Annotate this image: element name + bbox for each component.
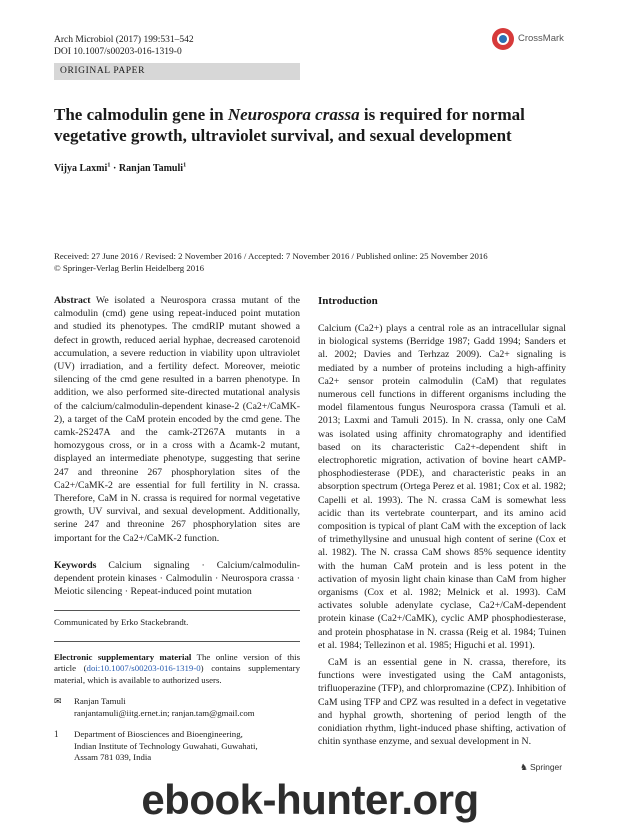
keywords-text: Calcium signaling · Calcium/calmodulin-dependent protein kinases · Calmodulin · Neurospora crassa · Meiotic silencing · Repeat-induced point mutation xyxy=(54,559,300,598)
author-list: Vijya Laxmi$^1$ · Ranjan Tamuli$^1$ xyxy=(54,161,187,174)
article-doi: DOI 10.1007/s00203-016-1319-0 xyxy=(54,47,182,57)
springer-horse-icon: ♞ xyxy=(520,762,530,772)
supplementary-note: Electronic supplementary material The online version of this article (doi:10.1007/s00203-016-1319-0) contains supplementary material, which is available to authorized users. xyxy=(54,651,300,685)
section-heading: Introduction xyxy=(318,295,378,307)
corresponding-author xyxy=(54,696,300,719)
author-name[interactable]: Vijya Laxmi xyxy=(54,163,108,174)
springer-logo: ♞ Springer xyxy=(520,762,563,772)
section-badge: ORIGINAL PAPER xyxy=(54,63,300,80)
left-column xyxy=(54,294,300,764)
divider xyxy=(54,610,300,611)
abstract-text: We isolated a Neurospora crassa mutant of the calmodulin (cmd) gene using repeat-induced point mutation and studied its phenotypes. The cmdRIP mutant showed a defect in growth, reduced aerial hyphae, decreased carotenoid accumulation, a severe reduction in viability upon ultraviolet (UV) irradiation, and a fertility defect. Moreover, meiotic silencing of the cmd gene resulted in a barren phenotype. In addition, we also performed site-directed mutational analysis of the calcium/calmodulin-dependent kinase-2 (Ca2+/CaMK-2), a target of the CaM protein encoded by the cmd gene. The camk-2S247A and the camk-2T267A mutants in a homozygous cross, or in a cross with a Δcamk-2 mutant, displayed an intermediate phenotype, suggesting that serine 247 and threonine 267 phosphorylation sites of the Ca2+/CaMK-2 are essential for full fertility in N. crassa. Therefore, CaM in N. crassa is required for normal vegetative growth, UV survival, and sexual development. Additionally, serine 247 and threonine 267 phosphorylation sites are important for the Ca2+/CaMK-2 function. xyxy=(54,295,300,544)
doi-link[interactable]: doi:10.1007/s00203-016-1319-0 xyxy=(86,663,201,674)
keywords-label: Keywords xyxy=(54,559,97,571)
abstract xyxy=(54,294,300,545)
intro-paragraph: CaM is an essential gene in N. crassa, therefore, its functions were investigated using the CaM antagonists, trifluoperazine (TFP), and chlorpromazine (CPZ). Inhibition of CaM using TFP and CPZ was resulted in a defect in vegetative and hyphal growth, shortening of period length of the conidiation rhythm, light-induced phase shifting, activation of chitin synthase enzyme, and sexual development in N. xyxy=(318,657,566,748)
right-column xyxy=(318,294,566,749)
intro-paragraph: Calcium (Ca2+) plays a central role as an intracellular signal in biological systems (Berridge 1987; Gadd 1994; Sanders et al. 2002; Davies and Terhzaz 2009). Ca2+ signaling is mediated by a number of proteins including a high-affinity Ca2+ sensor protein calmodulin (CaM) that regulates numerous cell functions in different organisms including the model filamentous fungus Neurospora crassa (Tamuli et al. 2013; Laxmi and Tamuli 2015). In N. crassa, only one CaM was isolated using affinity chromatography and identified based on its characteristic Ca2+-dependent shift in electrophoretic migration, activation of bovine heart cAMP-phosphodiesterase (PDE), and characteristic peaks in an absorption spectrum (Ortega Perez et al. 1981; Cox et al. 1982; Capelli et al. 1993). The N. crassa CaM is somewhat less acidic than its vertebrate counterpart, and its amino acid composition is typical of plant CaM with the exception of lack of trimethyllysine and unusual high content of serine (Cox et al. 1982). The N. crassa CaM shows 85% sequence identity with the human CaM protein and is less potent in the activation of myosin light chain kinase than CaM from higher organisms (Cox et al. 1982; Melnick et al. 1993). CaM activates soluble adenylate cyclase, Ca2+/CaM-dependent protein kinase (Ca2+/CaMK), cyclic AMP phosphodiesterase, and protein phosphatase in N. crassa (Reig et al. 1984; Tuinen et al. 1984; Tellezinon et al. 1985; Higuchi et al. 1991). xyxy=(318,323,566,651)
keywords xyxy=(54,559,300,599)
crossmark-badge[interactable] xyxy=(492,28,582,54)
envelope-icon: ✉ xyxy=(54,696,62,707)
crossmark-icon xyxy=(492,28,514,50)
contact-emails[interactable]: ranjantamuli@iitg.ernet.in; ranjan.tam@gmail.com xyxy=(74,707,255,718)
publication-dates: Received: 27 June 2016 / Revised: 2 November 2016 / Accepted: 7 November 2016 / Published online: 25 November 2016 © Springer-Verlag Berlin Heidelberg 2016 xyxy=(54,251,488,273)
article-title: The calmodulin gene in Neurospora crassa is required for normal vegetative growth, ultraviolet survival, and sexual development xyxy=(54,105,525,145)
abstract-label: Abstract xyxy=(54,295,91,306)
journal-reference xyxy=(54,34,194,58)
author-name[interactable]: Ranjan Tamuli xyxy=(118,163,184,174)
divider xyxy=(54,641,300,642)
watermark-banner: ebook-hunter.org xyxy=(141,776,479,823)
affiliation-number: 1 xyxy=(54,729,59,740)
journal-citation: Arch Microbiol (2017) 199:531–542 xyxy=(54,35,194,45)
contact-name: Ranjan Tamuli xyxy=(74,696,126,707)
affiliation: 1 Department of Biosciences and Bioengineering, Indian Institute of Technology Guwahati, Guwahati, Assam 781 039, India xyxy=(54,729,258,763)
crossmark-label: CrossMark xyxy=(518,33,564,44)
communicated-by: Communicated by Erko Stackebrandt. xyxy=(54,617,189,628)
